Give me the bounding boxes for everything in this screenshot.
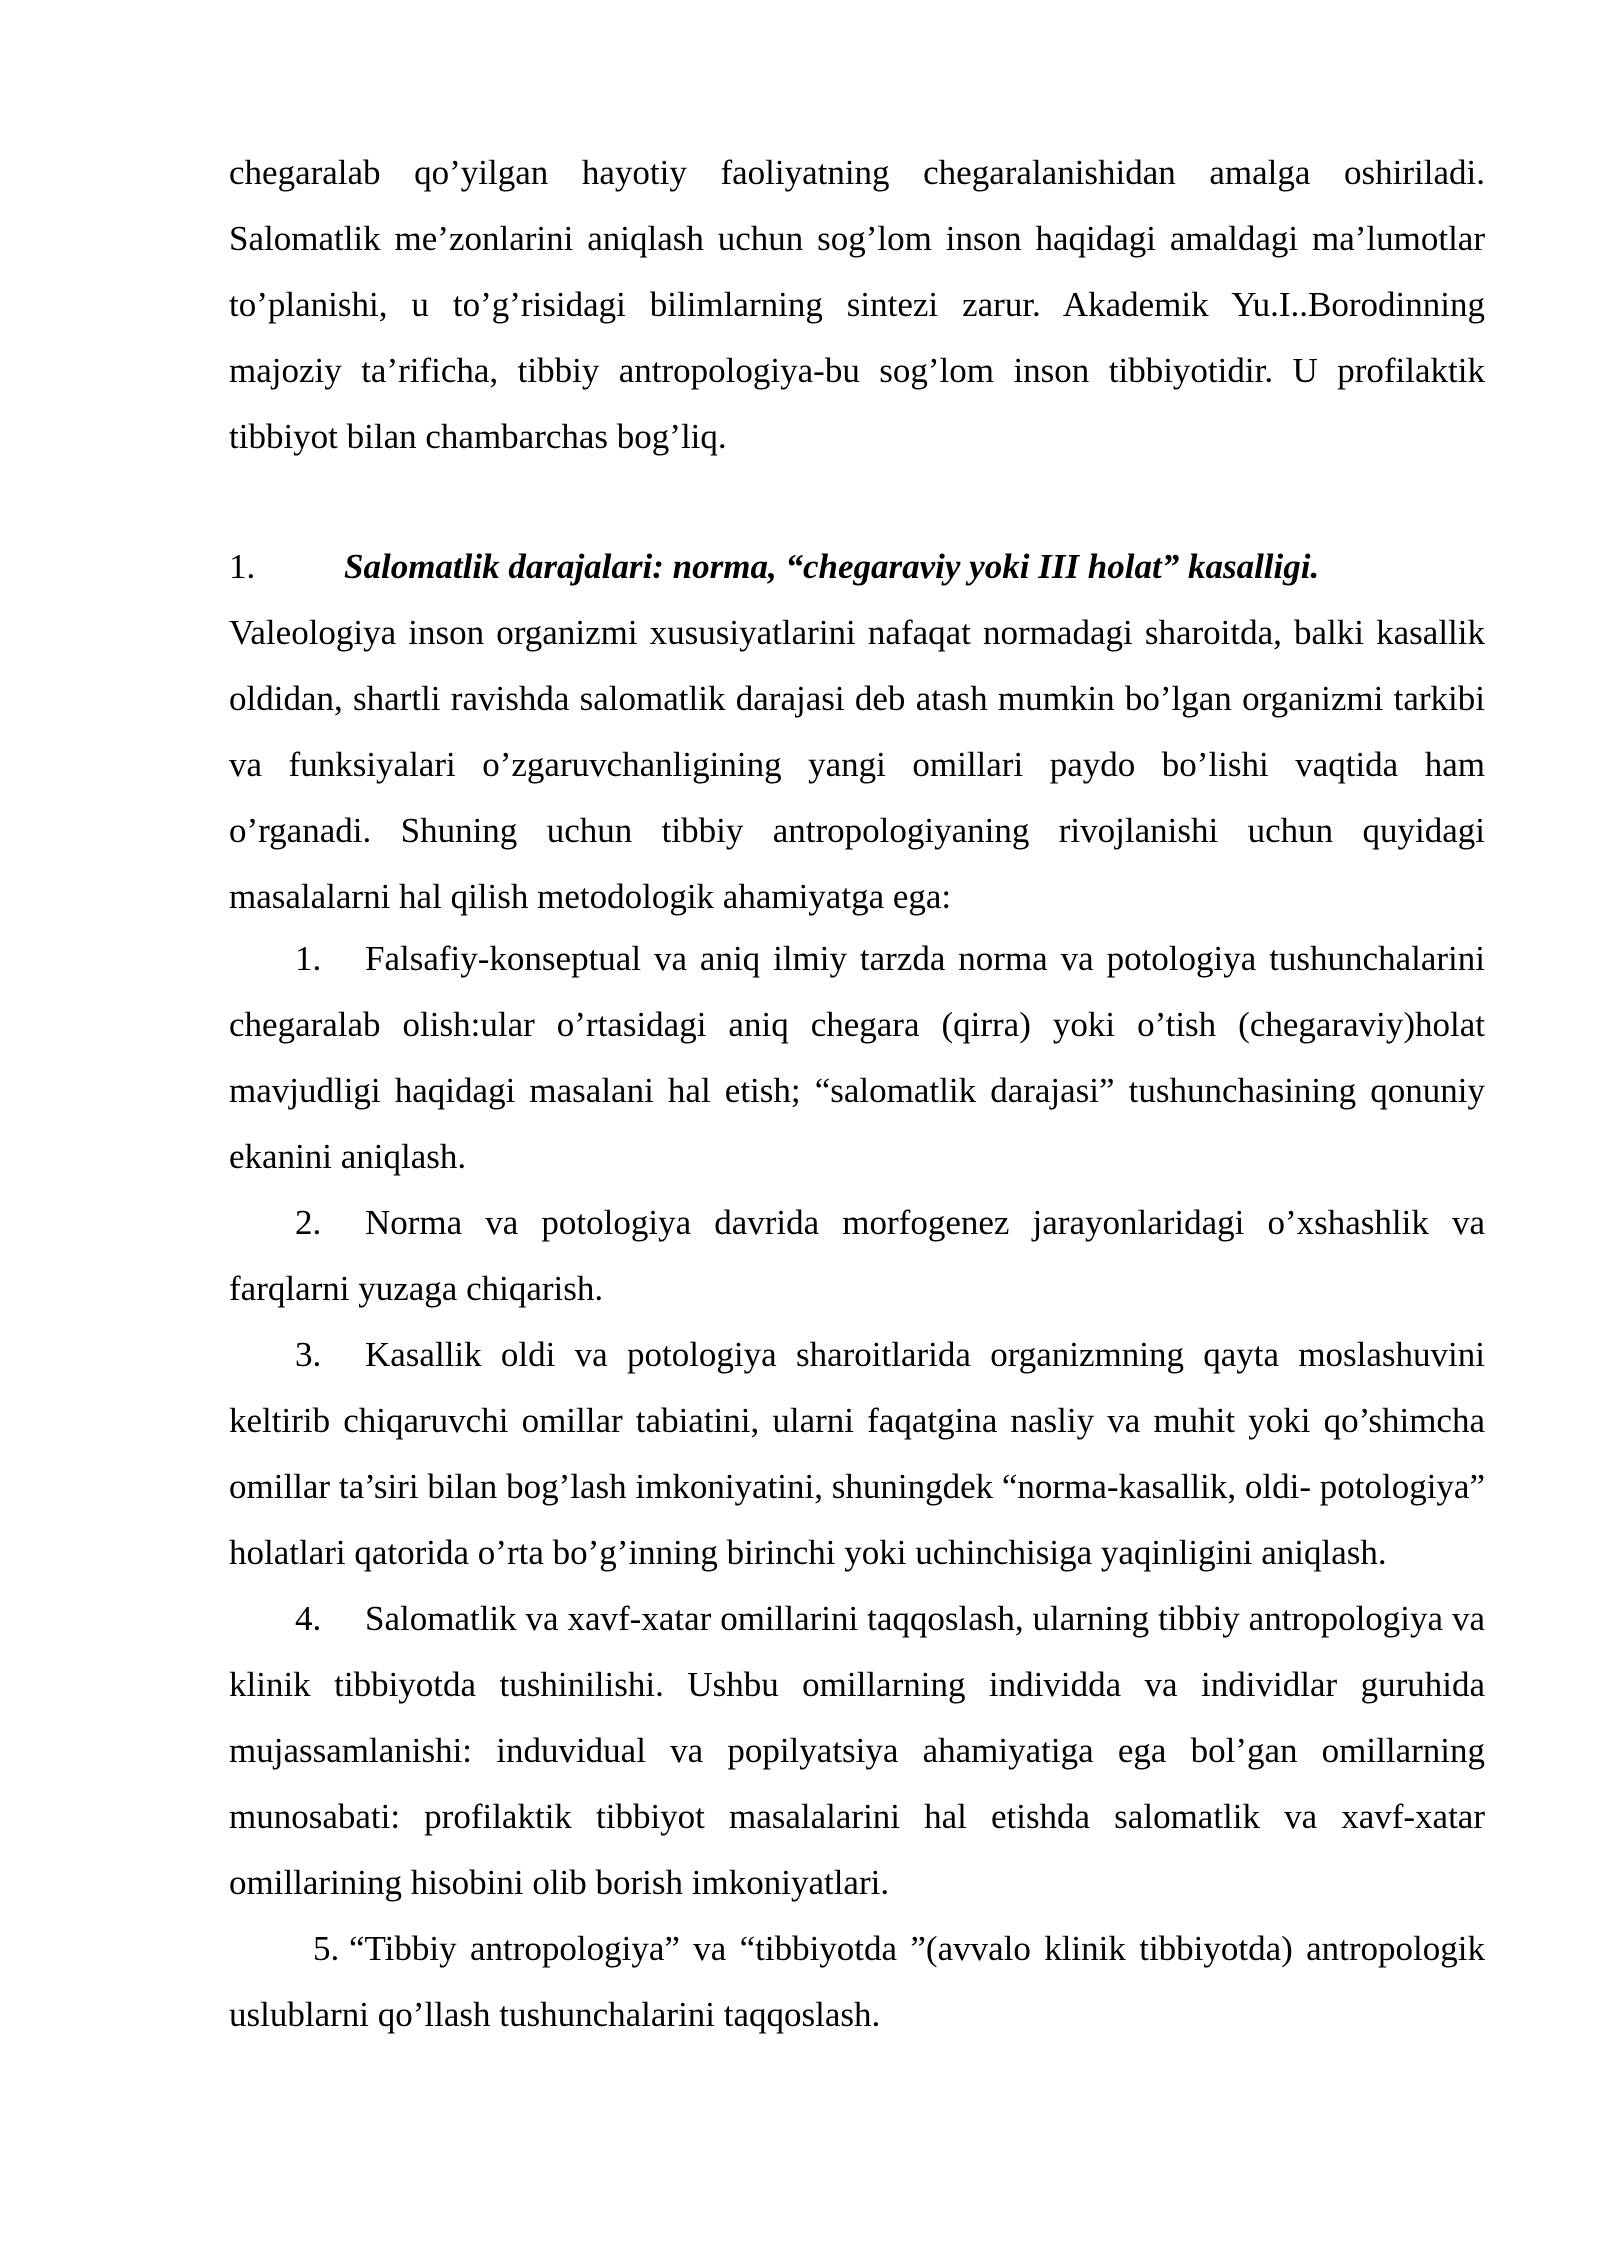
list-item-number: 1. (295, 939, 322, 978)
methodology-list (229, 926, 1485, 2048)
section-number: 1. (229, 547, 256, 586)
list-item-text: Norma va potologiya davrida morfogenez jarayonlaridagi o’xshashlik va farqlarni yuzaga chiqarish. (229, 1203, 1485, 1308)
list-item-text: “Tibbiy antropologiya” va “tibbiyotda ”(avvalo klinik tibbiyotda) antropologik uslublarni qo’llash tushunchalarini taqqoslash. (229, 1929, 1485, 2034)
intro-paragraph: chegaralab qo’yilgan hayotiy faoliyatning chegaralanishidan amalga oshiriladi. Salomatlik me’zonlarini aniqlash uchun sog’lom inson haqidagi amaldagi ma’lumotlar to’planishi, u to’g’risidagi bilimlarning sintezi zarur. Akademik Yu.I..Borodinning majoziy ta’rificha, tibbiy antropologiya-bu sog’lom inson tibbiyotidir. U profilaktik tibbiyot bilan chambarchas bog’liq. (229, 153, 1485, 456)
list-item-text: Kasallik oldi va potologiya sharoitlarida organizmning qayta moslashuvini keltirib chiqaruvchi omillar tabiatini, ularni faqatgina nasliy va muhit yoki qo’shimcha omillar ta’siri bilan bog’lash imkoniyatini, shuningdek “norma-kasallik, oldi- potologiya” holatlari qatorida o’rta bo’g’inning birinchi yoki uchinchisiga yaqinligini aniqlash. (229, 1335, 1485, 1572)
list-item-number: 2. (295, 1203, 322, 1242)
list-item-number: 4. (295, 1599, 322, 1638)
section-heading (229, 534, 1485, 600)
list-item (229, 1916, 1485, 2048)
list-item (229, 1322, 1485, 1586)
list-item-text: Salomatlik va xavf-xatar omillarini taqqoslash, ularning tibbiy antropologiya va klinik tibbiyotda tushinilishi. Ushbu omillarning individda va individlar guruhida mujassamlanishi: induvidual va popilyatsiya ahamiyatiga ega bol’gan omillarning munosabati: profilaktik tibbiyot masalalarini hal etishda salomatlik va xavf-xatar omillarining hisobini olib borish imkoniyatlari. (229, 1599, 1485, 1902)
list-item (229, 1190, 1485, 1322)
list-item (229, 926, 1485, 1190)
valeology-paragraph: Valeologiya inson organizmi xususiyatlarini nafaqat normadagi sharoitda, balki kasallik oldidan, shartli ravishda salomatlik darajasi deb atash mumkin bo’lgan organizmi tarkibi va funksiyalari o’zgaruvchanligining yangi omillari paydo bo’lishi vaqtida ham o’rganadi. Shuning uchun tibbiy antropologiyaning rivojlanishi uchun quyidagi masalalarni hal qilish metodologik ahamiyatga ega: (229, 613, 1485, 916)
list-item-number: 3. (295, 1335, 322, 1374)
list-item-number: 5. (313, 1929, 340, 1968)
section-title: Salomatlik darajalari: norma, “chegaraviy yoki III holat” kasalligi. (344, 547, 1320, 586)
list-item-text: Falsafiy-konseptual va aniq ilmiy tarzda norma va potologiya tushunchalarini chegaralab olish:ular o’rtasidagi aniq chegara (qirra) yoki o’tish (chegaraviy)holat mavjudligi haqidagi masalani hal etish; “salomatlik darajasi” tushunchasining qonuniy ekanini aniqlash. (229, 939, 1485, 1176)
list-item (229, 1586, 1485, 1916)
